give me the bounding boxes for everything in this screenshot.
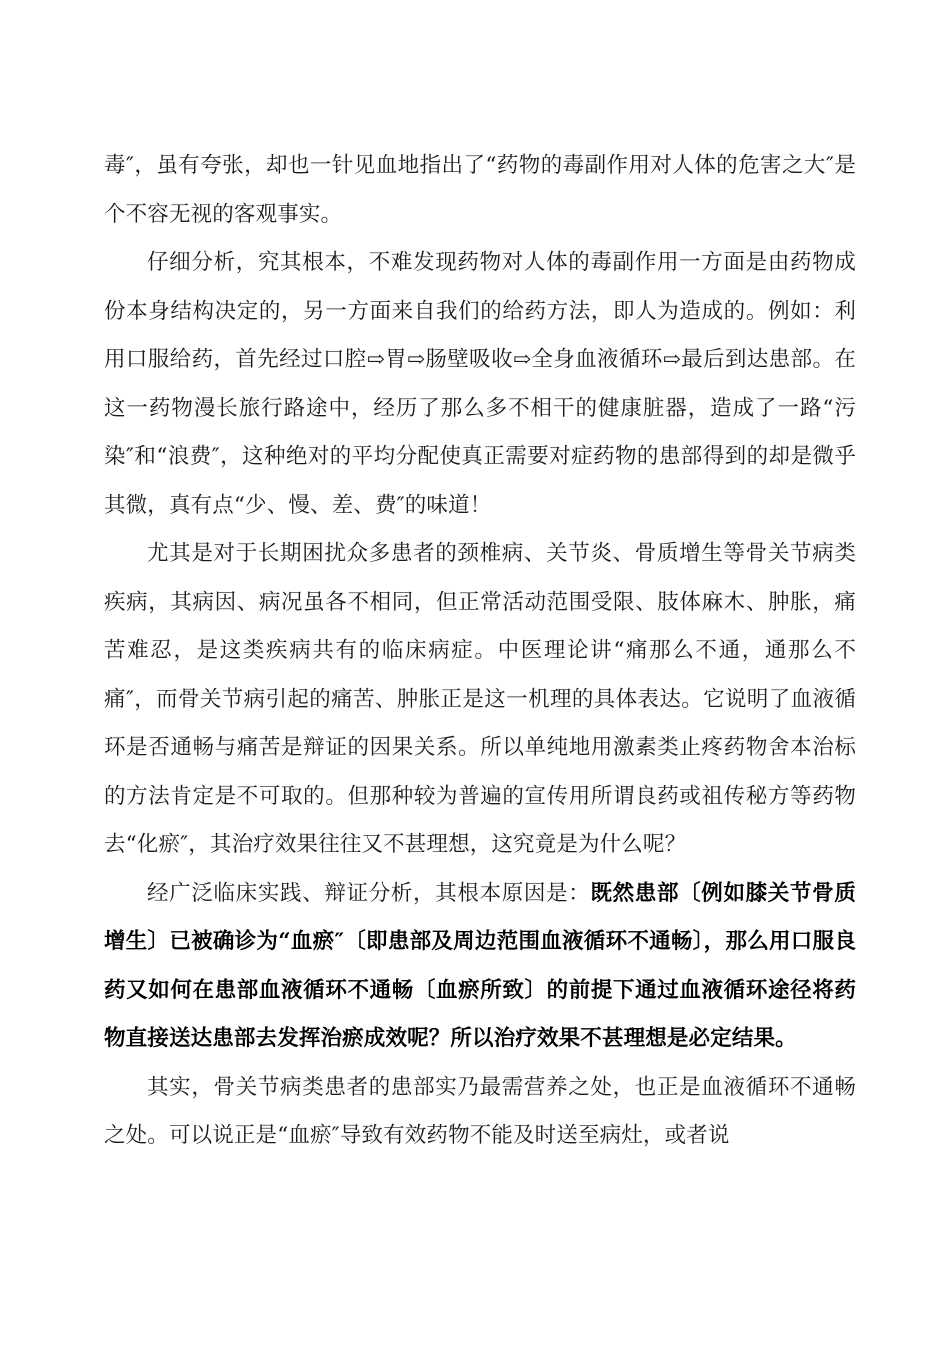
paragraph-4-bold-emphasis: 既然患部〔例如膝关节骨质增生〕已被确诊为“血瘀″〔即患部及周边范围血液循环不通畅〕，那么用口服良药又如何在患部血液循环不通畅〔血瘀所致〕的前提下通过血液循环途径将药物直接送达患部去发挥治瘀成效呢？所以治疗效果不甚理想是必定结果。 [104,880,856,1051]
paragraph-2: 仔细分析，究其根本，不难发现药物对人体的毒副作用一方面是由药物成份本身结构决定的，另一方面来自我们的给药方法，即人为造成的。例如：利用口服给药，首先经过口腔⇨胃⇨肠壁吸收⇨全身血液循环⇨最后到达患部。在这一药物漫长旅行路途中，经历了那么多不相干的健康脏器，造成了一路“污染″和“浪费″，这种绝对的平均分配使真正需要对症药物的患部得到的却是微乎其微，真有点“少、慢、差、费″的味道！ [104,250,856,518]
paragraph-4-lead: 经广泛临床实践、辩证分析，其根本原因是： [147,880,591,906]
paragraph-4 [104,870,856,1064]
paragraph-1: 毒″，虽有夸张，却也一针见血地指出了“药物的毒副作用对人体的危害之大″是个不容无视的客观事实。 [104,153,856,227]
paragraph-5: 其实，骨关节病类患者的患部实乃最需营养之处，也正是血液循环不通畅之处。可以说正是“血瘀″导致有效药物不能及时送至病灶，或者说 [104,1074,856,1148]
body-text [104,142,856,1161]
paragraph-3: 尤其是对于长期困扰众多患者的颈椎病、关节炎、骨质增生等骨关节病类疾病，其病因、病况虽各不相同，但正常活动范围受限、肢体麻木、肿胀，痛苦难忍，是这类疾病共有的临床病症。中医理论讲“痛那么不通，通那么不痛″，而骨关节病引起的痛苦、肿胀正是这一机理的具体表达。它说明了血液循环是否通畅与痛苦是辩证的因果关系。所以单纯地用激素类止疼药物舍本治标的方法肯定是不可取的。但那种较为普遍的宣传用所谓良药或祖传秘方等药物去“化瘀″，其治疗效果往往又不甚理想，这究竟是为什么呢？ [104,541,856,857]
